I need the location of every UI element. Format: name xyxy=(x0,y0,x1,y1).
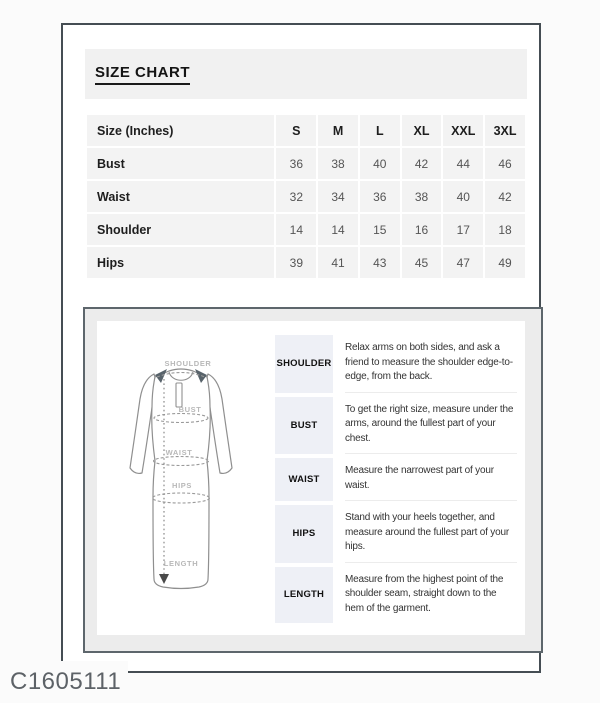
cell-value: 38 xyxy=(318,148,358,179)
column-header: 3XL xyxy=(485,115,525,146)
row-label: Hips xyxy=(87,247,274,278)
cell-value: 38 xyxy=(402,181,442,212)
size-chart-card xyxy=(61,23,541,673)
cell-value: 43 xyxy=(360,247,400,278)
guide-label: LENGTH xyxy=(275,567,333,624)
guide-row xyxy=(275,505,517,563)
size-table xyxy=(85,113,527,280)
column-header: XXL xyxy=(443,115,483,146)
column-header: Size (Inches) xyxy=(87,115,274,146)
guide-description: Stand with your heels together, and measure around the fullest part of your hips. xyxy=(345,505,517,563)
cell-value: 16 xyxy=(402,214,442,245)
guide-row xyxy=(275,458,517,501)
garment-illustration xyxy=(97,321,275,635)
watermark-text: C1605111 xyxy=(10,668,122,695)
cell-value: 44 xyxy=(443,148,483,179)
cell-value: 46 xyxy=(485,148,525,179)
guide-label: HIPS xyxy=(275,505,333,563)
title-band xyxy=(85,49,527,99)
column-header: XL xyxy=(402,115,442,146)
column-header: L xyxy=(360,115,400,146)
page-title: SIZE CHART xyxy=(95,64,190,85)
cell-value: 15 xyxy=(360,214,400,245)
column-header: S xyxy=(276,115,316,146)
illustration-label-waist: WAIST xyxy=(165,448,193,457)
guide-row xyxy=(275,397,517,455)
table-row xyxy=(87,181,525,212)
guide-label: WAIST xyxy=(275,458,333,501)
table-row xyxy=(87,148,525,179)
cell-value: 36 xyxy=(360,181,400,212)
cell-value: 47 xyxy=(443,247,483,278)
cell-value: 32 xyxy=(276,181,316,212)
column-header: M xyxy=(318,115,358,146)
cell-value: 41 xyxy=(318,247,358,278)
measure-guide-inner xyxy=(97,321,525,635)
cell-value: 39 xyxy=(276,247,316,278)
cell-value: 17 xyxy=(443,214,483,245)
cell-value: 40 xyxy=(443,181,483,212)
guide-description: To get the right size, measure under the arms, around the fullest part of your chest. xyxy=(345,397,517,455)
row-label: Waist xyxy=(87,181,274,212)
cell-value: 42 xyxy=(485,181,525,212)
cell-value: 49 xyxy=(485,247,525,278)
cell-value: 14 xyxy=(276,214,316,245)
watermark xyxy=(0,661,128,703)
illustration-label-shoulder: SHOULDER xyxy=(164,359,212,368)
cell-value: 40 xyxy=(360,148,400,179)
cell-value: 45 xyxy=(402,247,442,278)
kurti-diagram-icon xyxy=(97,321,275,637)
cell-value: 18 xyxy=(485,214,525,245)
table-row xyxy=(87,214,525,245)
row-label: Shoulder xyxy=(87,214,274,245)
table-row xyxy=(87,247,525,278)
guide-description: Measure from the highest point of the shoulder seam, straight down to the hem of the garment. xyxy=(345,573,504,614)
cell-value: 34 xyxy=(318,181,358,212)
cell-value: 42 xyxy=(402,148,442,179)
measure-guide-table xyxy=(275,321,525,635)
guide-label: SHOULDER xyxy=(275,335,333,393)
guide-row xyxy=(275,335,517,393)
guide-description: Measure the narrowest part of your waist. xyxy=(345,458,517,501)
guide-row xyxy=(275,567,517,624)
size-table-header-row xyxy=(87,115,525,146)
illustration-label-length: LENGTH xyxy=(163,559,199,568)
guide-description: Relax arms on both sides, and ask a friend to measure the shoulder edge-to-edge, from the back. xyxy=(345,335,517,393)
cell-value: 14 xyxy=(318,214,358,245)
illustration-label-bust: BUST xyxy=(178,405,202,414)
guide-label: BUST xyxy=(275,397,333,455)
illustration-label-hips: HIPS xyxy=(172,481,192,490)
cell-value: 36 xyxy=(276,148,316,179)
measure-guide-panel xyxy=(83,307,543,653)
size-table-wrap xyxy=(85,113,527,280)
row-label: Bust xyxy=(87,148,274,179)
